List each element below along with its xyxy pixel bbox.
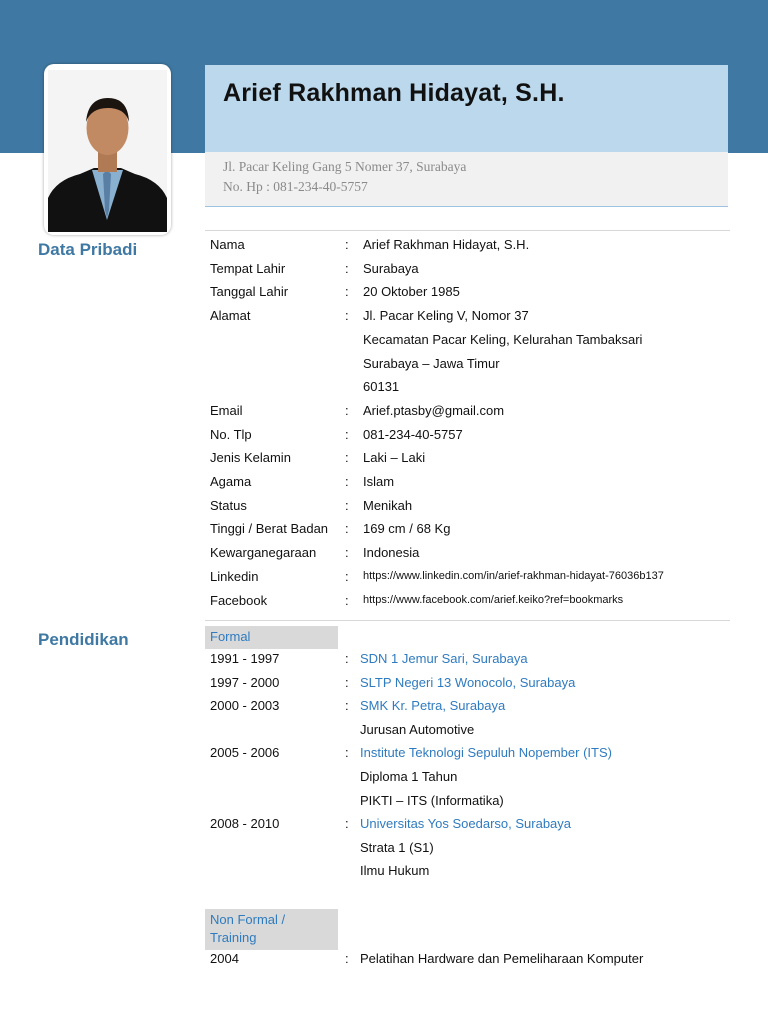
field-label: Linkedin	[210, 568, 259, 584]
nonformal-label-line1: Non Formal /	[210, 912, 286, 927]
field-separator: :	[345, 284, 349, 300]
education-period: 2005 - 2006	[210, 745, 280, 761]
contact-banner	[205, 152, 728, 207]
field-separator: :	[345, 260, 349, 276]
full-name: Arief Rakhman Hidayat, S.H.	[223, 79, 565, 107]
field-separator: :	[345, 651, 349, 666]
field-separator: :	[345, 450, 349, 466]
field-value: https://www.linkedin.com/in/arief-rakhman-hidayat-76036b137	[363, 569, 664, 582]
field-separator: :	[345, 745, 349, 761]
field-separator: :	[345, 698, 349, 714]
field-separator: :	[345, 674, 349, 690]
education-period: 2000 - 2003	[210, 698, 280, 714]
institution-name: SDN 1 Jemur Sari, Surabaya	[360, 651, 528, 666]
field-value: Islam	[363, 474, 395, 489]
field-value: Surabaya – Jawa Timur	[363, 355, 500, 371]
field-separator: :	[345, 568, 349, 584]
education-period: 1991 - 1997	[210, 651, 280, 666]
institution-name: Institute Teknologi Sepuluh Nopember (ITS)	[360, 745, 612, 761]
field-separator: :	[345, 592, 349, 608]
field-separator: :	[345, 521, 349, 537]
divider	[205, 230, 730, 231]
field-label: Jenis Kelamin	[210, 450, 291, 466]
phone-line: No. Hp : 081-234-40-5757	[223, 179, 368, 194]
field-separator: :	[345, 237, 349, 252]
field-separator: :	[345, 545, 349, 561]
institution-name: SLTP Negeri 13 Wonocolo, Surabaya	[360, 674, 576, 690]
field-label: Alamat	[210, 308, 251, 324]
address-line: Jl. Pacar Keling Gang 5 Nomer 37, Surabaya	[223, 159, 467, 174]
field-separator: :	[345, 426, 349, 442]
education-period: 2008 - 2010	[210, 816, 280, 832]
field-separator: :	[345, 402, 349, 418]
field-value: Arief Rakhman Hidayat, S.H.	[363, 237, 530, 252]
field-value: 60131	[363, 379, 400, 395]
field-label: Status	[210, 497, 247, 513]
training-name: Pelatihan Hardware dan Pemeliharaan Komputer	[360, 951, 644, 966]
name-banner	[205, 65, 728, 152]
field-value: Jl. Pacar Keling V, Nomor 37	[363, 308, 529, 324]
divider	[205, 620, 730, 621]
institution-name: SMK Kr. Petra, Surabaya	[360, 698, 506, 714]
field-separator: :	[345, 308, 349, 324]
field-value: https://www.facebook.com/arief.keiko?ref=bookmarks	[363, 593, 624, 606]
profile-photo	[44, 64, 171, 235]
section-title-personal: Data Pribadi	[38, 240, 138, 259]
field-value: Laki – Laki	[363, 450, 426, 466]
field-label: Agama	[210, 474, 252, 489]
field-value: Surabaya	[363, 260, 419, 276]
field-value: Menikah	[363, 497, 413, 513]
field-separator: :	[345, 951, 349, 966]
education-detail: Diploma 1 Tahun	[360, 769, 458, 784]
field-separator: :	[345, 497, 349, 513]
field-value: Indonesia	[363, 545, 420, 561]
field-label: Tanggal Lahir	[210, 284, 289, 300]
education-detail: Strata 1 (S1)	[360, 839, 434, 855]
field-label: No. Tlp	[210, 426, 252, 442]
field-value: 081-234-40-5757	[363, 426, 463, 442]
education-detail: Ilmu Hukum	[360, 863, 430, 879]
nonformal-subheading	[205, 909, 338, 950]
field-label: Email	[210, 402, 243, 418]
section-title-education: Pendidikan	[38, 630, 129, 649]
field-value: Arief.ptasby@gmail.com	[363, 402, 505, 418]
training-year: 2004	[210, 951, 239, 966]
education-detail: PIKTI – ITS (Informatika)	[360, 792, 504, 808]
field-value: 20 Oktober 1985	[363, 284, 460, 300]
field-label: Kewarganegaraan	[210, 545, 317, 561]
person-photo-icon	[48, 70, 167, 232]
nonformal-label-line2: Training	[210, 930, 257, 945]
institution-name: Universitas Yos Soedarso, Surabaya	[360, 816, 572, 832]
field-value: Kecamatan Pacar Keling, Kelurahan Tambaksari	[363, 331, 643, 347]
field-separator: :	[345, 816, 349, 832]
education-period: 1997 - 2000	[210, 674, 280, 690]
field-label: Tinggi / Berat Badan	[210, 521, 329, 537]
field-value: 169 cm / 68 Kg	[363, 521, 451, 537]
field-separator: :	[345, 474, 349, 489]
field-label: Tempat Lahir	[210, 260, 286, 276]
education-detail: Jurusan Automotive	[360, 721, 475, 737]
formal-subheading: Formal	[205, 626, 338, 649]
field-label: Nama	[210, 237, 245, 252]
field-label: Facebook	[210, 592, 268, 608]
